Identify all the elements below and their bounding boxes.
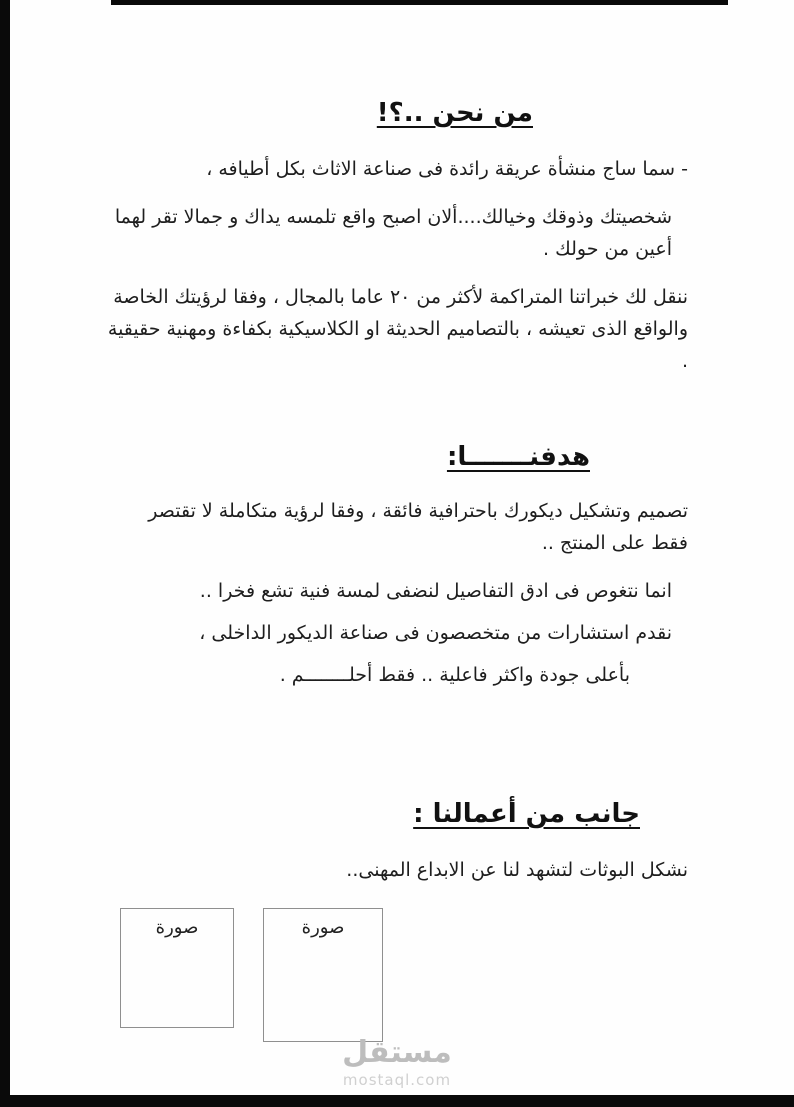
document-body: [106, 0, 688, 902]
image-placeholder-frame-1: [120, 908, 234, 1028]
heading-our-works-text: جانب من أعمالنا :: [413, 799, 640, 829]
heading-who-we-are: [106, 95, 688, 131]
watermark-url-text: mostaql.com: [342, 1071, 452, 1089]
paragraph-details: انما نتغوص فى ادق التفاصيل لنضفى لمسة فنية تشع فخرا ..: [199, 580, 672, 602]
paragraph-personality: شخصيتك وذوقك وخيالك....ألان اصبح واقع تلمسه يداك و جمالا تقر لهما أعين من حولك .: [114, 206, 672, 260]
image-placeholder-frame-2: [263, 908, 383, 1042]
heading-our-goal-text: هدفنـــــــا:: [446, 442, 590, 472]
paragraph-intro-dash: - سما ساج منشأة عريقة رائدة فى صناعة الاثاث بكل أطيافه ،: [206, 158, 688, 180]
paragraph-consulting: نقدم استشارات من متخصصون فى صناعة الديكور الداخلى ،: [199, 622, 672, 644]
image-placeholder-label-1: صورة: [155, 917, 199, 938]
heading-our-works: [106, 796, 688, 832]
paragraph-design: تصميم وتشكيل ديكورك باحترافية فائقة ، وفقا لرؤية متكاملة لا تقتصر فقط على المنتج ..: [148, 500, 688, 554]
heading-our-goal: [106, 439, 688, 475]
paragraph-quality: بأعلى جودة واكثر فاعلية .. فقط أحلــــــــم .: [279, 664, 630, 686]
watermark-logo-text: مستقل: [342, 1035, 452, 1070]
image-placeholder-label-2: صورة: [301, 917, 345, 938]
scan-edge-bottom: [0, 1095, 794, 1107]
paragraph-experience: ننقل لك خبراتنا المتراكمة لأكثر من ٢٠ عاما بالمجال ، وفقا لرؤيتك الخاصة والواقع الذى تعيشه ، بالتصاميم الحديثة او الكلاسيكية بكفاءة ومهنية حقيقية .: [107, 286, 688, 372]
paragraph-booths: نشكل البوثات لتشهد لنا عن الابداع المهنى..: [346, 859, 688, 881]
heading-who-we-are-text: من نحن ..؟!: [376, 98, 533, 128]
scan-edge-left: [0, 0, 10, 1107]
watermark: [342, 1036, 452, 1090]
